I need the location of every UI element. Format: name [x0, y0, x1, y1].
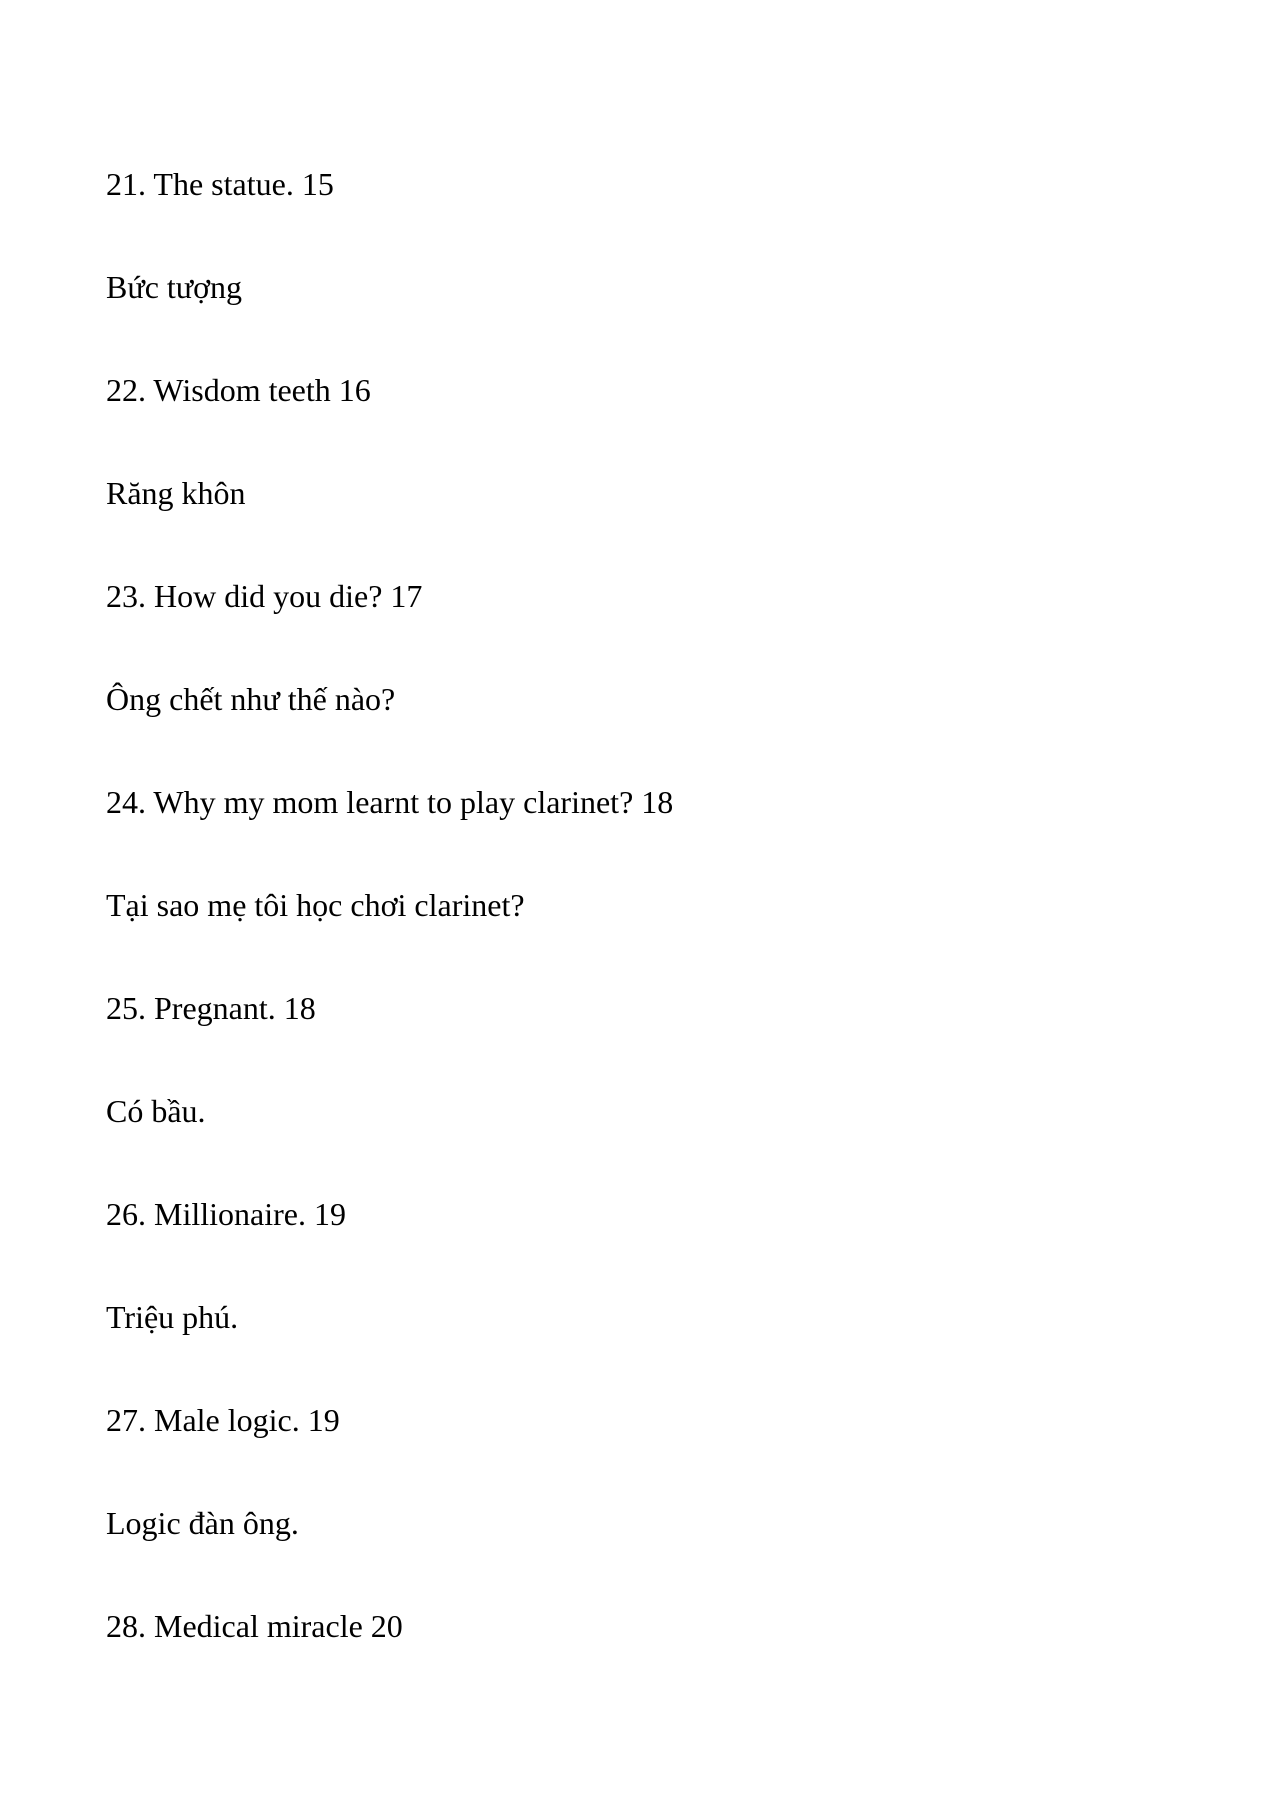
entry-translation-24: Tại sao mẹ tôi học chơi clarinet?	[106, 887, 525, 923]
entry-title-25: 25. Pregnant. 18	[106, 990, 316, 1026]
entry-title-28: 28. Medical miracle 20	[106, 1608, 403, 1644]
entry-translation-26: Triệu phú.	[106, 1299, 239, 1335]
entry-translation-25: Có bầu.	[106, 1093, 206, 1129]
entry-translation-23: Ông chết như thế nào?	[106, 681, 396, 717]
entry-title-23: 23. How did you die? 17	[106, 578, 423, 614]
entry-title-21: 21. The statue. 15	[106, 166, 334, 202]
entry-title-22: 22. Wisdom teeth 16	[106, 372, 371, 408]
entry-title-27: 27. Male logic. 19	[106, 1402, 340, 1438]
entry-translation-21: Bức tượng	[106, 269, 243, 305]
entry-title-26: 26. Millionaire. 19	[106, 1196, 346, 1232]
entry-translation-22: Răng khôn	[106, 475, 246, 511]
entry-title-24: 24. Why my mom learnt to play clarinet? 18	[106, 784, 674, 820]
entry-translation-27: Logic đàn ông.	[106, 1505, 299, 1541]
